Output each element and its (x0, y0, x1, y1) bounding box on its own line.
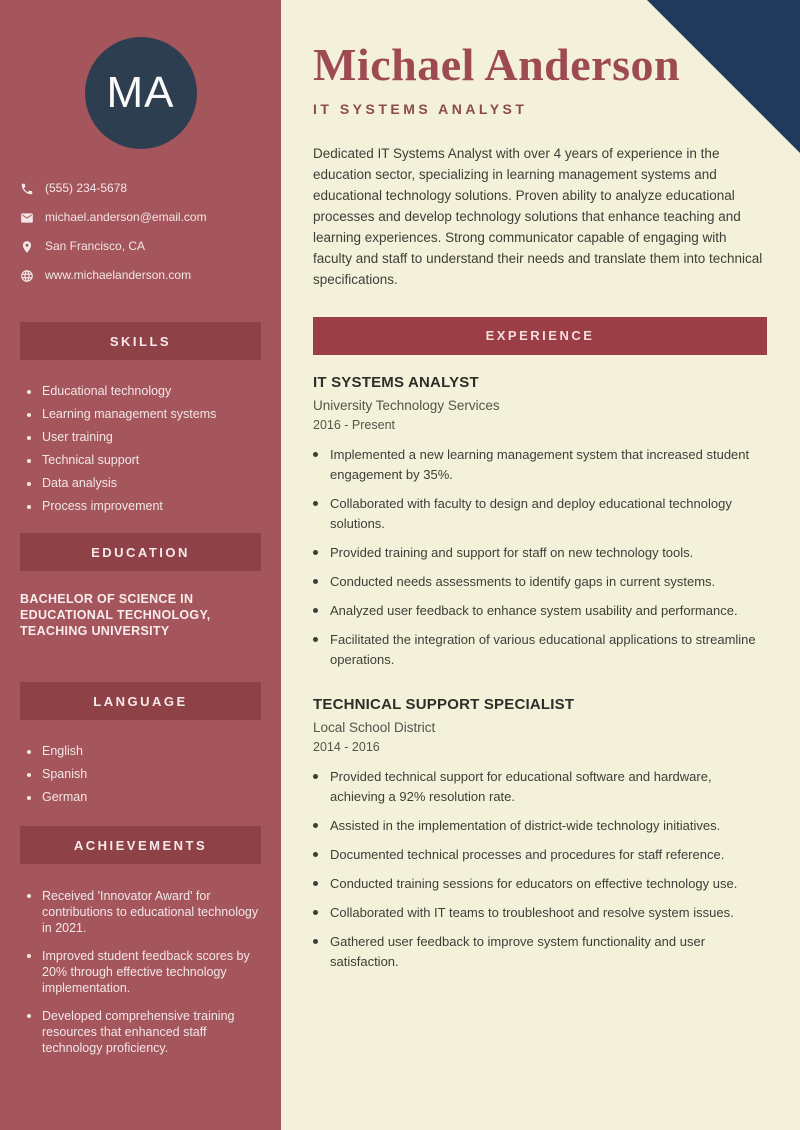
bullet-icon (313, 910, 318, 915)
language-heading-band (20, 682, 261, 720)
education-heading: EDUCATION (91, 544, 190, 560)
bullet-icon (313, 452, 318, 457)
experience-section (313, 374, 767, 972)
skill-item-label: Learning management systems (42, 407, 217, 421)
bullet-icon (27, 413, 31, 417)
avatar (85, 37, 197, 149)
job-dates: 2016 - Present (313, 417, 395, 432)
language-item-label: English (42, 744, 83, 758)
achievements-heading: ACHIEVEMENTS (73, 837, 208, 853)
bullet-icon (313, 823, 318, 828)
language-item-label: Spanish (42, 767, 88, 781)
achievements-heading-band (20, 826, 261, 864)
language-item (27, 767, 265, 782)
job-bullet-text: Gathered user feedback to improve system functionality and user satisfaction. (330, 933, 706, 969)
skill-item-label: User training (42, 430, 113, 444)
education-degree: BACHELOR OF SCIENCE IN EDUCATIONAL TECHNOLOGY, TEACHING UNIVERSITY (20, 592, 211, 638)
bullet-icon (27, 1014, 31, 1018)
job-entry (313, 374, 767, 670)
bullet-icon (313, 608, 318, 613)
job-bullet-item (313, 601, 767, 621)
skill-item-label: Technical support (42, 453, 140, 467)
job-bullet-list (313, 767, 767, 972)
education-heading-band (20, 533, 261, 571)
job-bullet-text: Conducted needs assessments to identify gaps in current systems. (330, 573, 716, 589)
bullet-icon (27, 796, 31, 800)
globe-icon (20, 269, 34, 283)
job-bullet-text: Assisted in the implementation of district-wide technology initiatives. (330, 817, 721, 833)
job-bullet-text: Conducted training sessions for educators on effective technology use. (330, 875, 738, 891)
job-bullet-item (313, 903, 767, 923)
language-heading: LANGUAGE (93, 693, 188, 709)
job-title: IT SYSTEMS ANALYST (313, 373, 479, 391)
contact-email[interactable] (20, 210, 263, 225)
contact-list (0, 181, 281, 283)
contact-email-text[interactable]: michael.anderson@email.com (45, 210, 207, 224)
experience-heading: EXPERIENCE (485, 328, 595, 344)
job-bullet-text: Collaborated with IT teams to troubleshoot and resolve system issues. (330, 904, 734, 920)
bullet-icon (313, 939, 318, 944)
job-bullet-text: Documented technical processes and procedures for staff reference. (330, 846, 725, 862)
avatar-initials: MA (106, 68, 175, 117)
achievement-item (27, 888, 265, 936)
summary-text: Dedicated IT Systems Analyst with over 4 years of experience in the education sector, specializing in learning management systems and educational technology solutions. Proven ability to analyze educational processes and develop technology solutions that enhance teaching and learning experiences. Strong communicator capable of engaging with faculty and staff to understand their needs and translate them into technical specifications. (313, 145, 763, 287)
contact-phone (20, 181, 263, 196)
job-bullet-list (313, 445, 767, 670)
job-bullet-item (313, 932, 767, 972)
contact-location-text: San Francisco, CA (45, 239, 146, 253)
achievement-item (27, 1008, 265, 1056)
language-item (27, 744, 265, 759)
language-item (27, 790, 265, 805)
bullet-icon (27, 390, 31, 394)
skill-item (27, 430, 265, 445)
job-bullet-text: Collaborated with faculty to design and deploy educational technology solutions. (330, 495, 732, 531)
achievement-item-text: Improved student feedback scores by 20% through effective technology implementation. (42, 949, 250, 995)
language-item-label: German (42, 790, 88, 804)
main-content (281, 0, 800, 1130)
bullet-icon (313, 774, 318, 779)
achievements-list (0, 888, 281, 1056)
job-bullet-item (313, 816, 767, 836)
achievement-item (27, 948, 265, 996)
job-company: University Technology Services (313, 397, 500, 413)
job-bullet-item (313, 845, 767, 865)
achievement-item-text: Developed comprehensive training resources that enhanced staff technology proficiency. (42, 1009, 235, 1055)
skill-item-label: Process improvement (42, 499, 163, 513)
skill-item (27, 384, 265, 399)
contact-website-text[interactable]: www.michaelanderson.com (45, 268, 192, 282)
job-company: Local School District (313, 719, 436, 735)
skill-item (27, 407, 265, 422)
skill-item (27, 499, 265, 514)
job-bullet-item (313, 445, 767, 485)
job-dates: 2014 - 2016 (313, 739, 380, 754)
job-bullet-item (313, 543, 767, 563)
skill-item-label: Data analysis (42, 476, 118, 490)
bullet-icon (27, 894, 31, 898)
job-bullet-text: Implemented a new learning management system that increased student engagement by 35%. (330, 446, 750, 482)
job-bullet-text: Provided technical support for educational software and hardware, achieving a 92% resolution rate. (330, 768, 712, 804)
bullet-icon (27, 505, 31, 509)
person-title: IT SYSTEMS ANALYST (313, 100, 528, 117)
job-bullet-item (313, 494, 767, 534)
skills-heading: SKILLS (109, 333, 172, 349)
bullet-icon (313, 579, 318, 584)
job-title: TECHNICAL SUPPORT SPECIALIST (313, 695, 575, 713)
skill-item (27, 453, 265, 468)
bullet-icon (313, 852, 318, 857)
skills-list (0, 384, 281, 514)
bullet-icon (313, 501, 318, 506)
job-bullet-text: Provided training and support for staff on new technology tools. (330, 544, 694, 560)
bullet-icon (27, 750, 31, 754)
language-list (0, 744, 281, 805)
bullet-icon (313, 881, 318, 886)
experience-heading-band (313, 317, 767, 355)
person-name: Michael Anderson (313, 39, 681, 90)
job-entry (313, 696, 767, 972)
job-bullet-item (313, 572, 767, 592)
bullet-icon (27, 459, 31, 463)
job-bullet-text: Facilitated the integration of various educational applications to streamline operations. (330, 631, 756, 667)
skill-item-label: Educational technology (42, 384, 172, 398)
sidebar (0, 0, 281, 1130)
email-icon (20, 211, 34, 225)
contact-website[interactable] (20, 268, 263, 283)
phone-icon (20, 182, 34, 196)
job-bullet-item (313, 874, 767, 894)
bullet-icon (27, 436, 31, 440)
contact-phone-text: (555) 234-5678 (45, 181, 128, 195)
bullet-icon (27, 773, 31, 777)
job-bullet-item (313, 630, 767, 670)
bullet-icon (313, 637, 318, 642)
achievement-item-text: Received 'Innovator Award' for contributions to educational technology in 2021. (42, 889, 259, 935)
bullet-icon (27, 954, 31, 958)
contact-location (20, 239, 263, 254)
job-bullet-text: Analyzed user feedback to enhance system usability and performance. (330, 602, 738, 618)
skill-item (27, 476, 265, 491)
skills-heading-band (20, 322, 261, 360)
location-icon (20, 240, 34, 254)
bullet-icon (27, 482, 31, 486)
bullet-icon (313, 550, 318, 555)
job-bullet-item (313, 767, 767, 807)
